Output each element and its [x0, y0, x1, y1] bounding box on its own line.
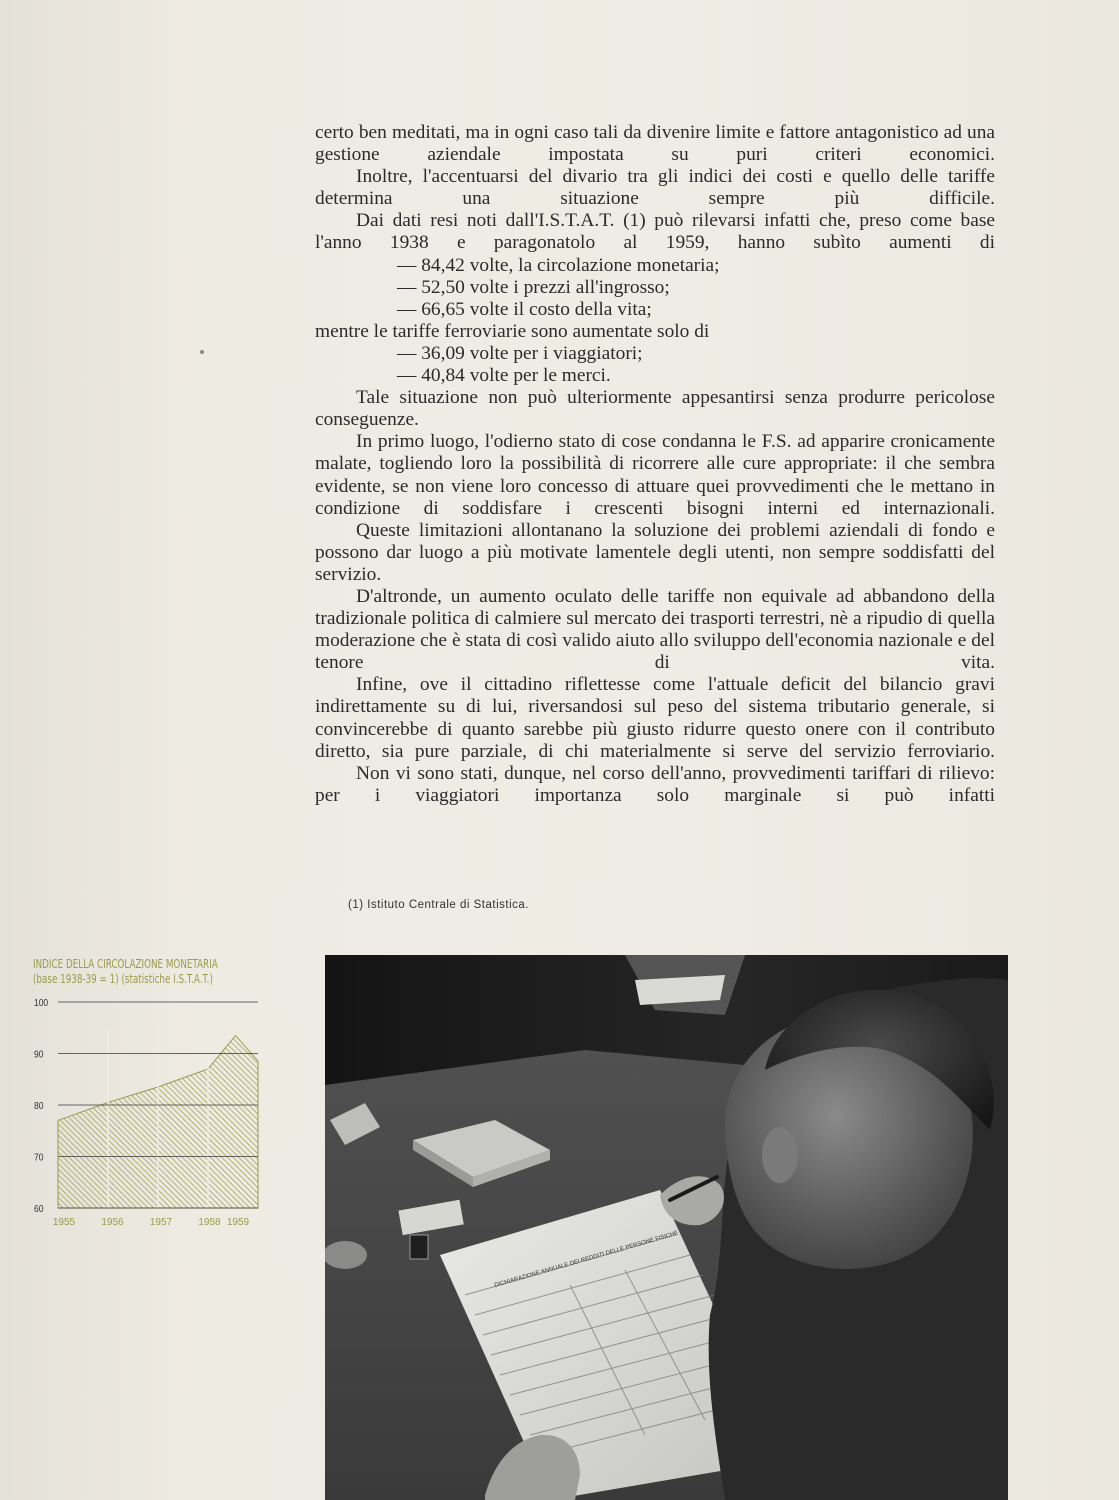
- form-heading: DICHIARAZIONE ANNUALE DEI REDDITI DELLE PERSONE FISICHE: [493, 1230, 680, 1289]
- x-tick-label: 1956: [101, 1217, 124, 1228]
- glass-object: [325, 1241, 367, 1269]
- lighter: [410, 1235, 428, 1259]
- paragraph: In primo luogo, l'odierno stato di cose condanna le F.S. ad apparire cronicamente malate, togliendo loro la possibilità di ricorrere alle cure appropriate: il che sembra evidente, se non viene loro concesso di attuare quei provvedimenti che le mettano in condizione di soddisfare i crescenti bisogni interni ed internazionali.: [315, 431, 995, 519]
- footnote: (1) Istituto Centrale di Statistica.: [348, 899, 529, 911]
- paragraph: Non vi sono stati, dunque, nel corso dell'anno, provvedimenti tariffari di rilievo: per i viaggiatori importanza solo marginale si può infatti: [315, 762, 995, 806]
- x-tick-label: 1957: [149, 1217, 173, 1228]
- list-item: — 66,65 volte il costo della vita;: [397, 298, 652, 320]
- books-stack: [635, 975, 725, 1005]
- list-item: — 40,84 volte per le merci.: [397, 365, 611, 387]
- list-item: — 84,42 volte, la circolazione monetaria;: [397, 254, 720, 276]
- circulation-index-chart: [20, 990, 270, 1235]
- paragraph: mentre le tariffe ferroviarie sono aumentate solo di: [315, 320, 710, 342]
- x-tick-label: 1958: [198, 1217, 221, 1228]
- paragraph: Tale situazione non può ulteriormente appesantirsi senza produrre pericolose conseguenze.: [315, 387, 995, 431]
- photo-man-filling-tax-form: [325, 955, 1008, 1500]
- chart-title: [33, 956, 220, 986]
- list-item: — 36,09 volte per i viaggiatori;: [397, 342, 643, 364]
- paragraph: Infine, ove il cittadino riflettesse come l'attuale deficit del bilancio gravi indirettamente su di lui, riversandosi sul peso del sistema tributario generale, si convincerebbe di quanto sarebbe più giusto ridurre questo onere con il contributo diretto, sia pure parziale, di chi materialmente si serve del servizio ferroviario.: [315, 674, 995, 762]
- list-item: — 52,50 volte i prezzi all'ingrosso;: [397, 276, 670, 298]
- chart-subtitle-line: (base 1938-39 = 1) (statistiche I.S.T.A.T.): [33, 971, 213, 986]
- y-tick-label: 90: [33, 1048, 44, 1060]
- paragraph: certo ben meditati, ma in ogni caso tali da divenire limite e fattore antagonistico ad una gestione aziendale impostata su puri criteri economici.: [315, 122, 995, 166]
- paragraph: D'altronde, un aumento oculato delle tariffe non equivale ad abbandono della tradizionale politica di calmiere sul mercato dei trasporti terrestri, nè a ripudio di quella moderazione che è stata di così valido aiuto allo sviluppo dell'economia nazionale e del tenore di vita.: [315, 585, 995, 674]
- paragraph: Dai dati resi noti dall'I.S.T.A.T. (1) può rilevarsi infatti che, preso come base l'anno 1938 e paragonatolo al 1959, hanno subìto aumenti di: [315, 210, 995, 254]
- y-tick-label: 80: [33, 1100, 44, 1112]
- chart-title-line: INDICE DELLA CIRCOLAZIONE MONETARIA: [33, 956, 218, 971]
- body-text: [315, 122, 995, 807]
- margin-dot: [200, 350, 204, 354]
- man-ear: [762, 1127, 798, 1183]
- paragraph: Queste limitazioni allontanano la soluzione dei problemi aziendali di fondo e possono dar luogo a più motivate lamentele degli utenti, non sempre soddisfatti del servizio.: [315, 519, 995, 585]
- y-tick-label: 70: [33, 1151, 44, 1163]
- y-tick-label: 100: [33, 997, 49, 1009]
- y-tick-label: 60: [33, 1203, 44, 1215]
- x-tick-label: 1955: [52, 1217, 76, 1228]
- paragraph: Inoltre, l'accentuarsi del divario tra gli indici dei costi e quello delle tariffe determina una situazione sempre più difficile.: [315, 166, 995, 210]
- x-tick-label: 1959: [226, 1217, 250, 1228]
